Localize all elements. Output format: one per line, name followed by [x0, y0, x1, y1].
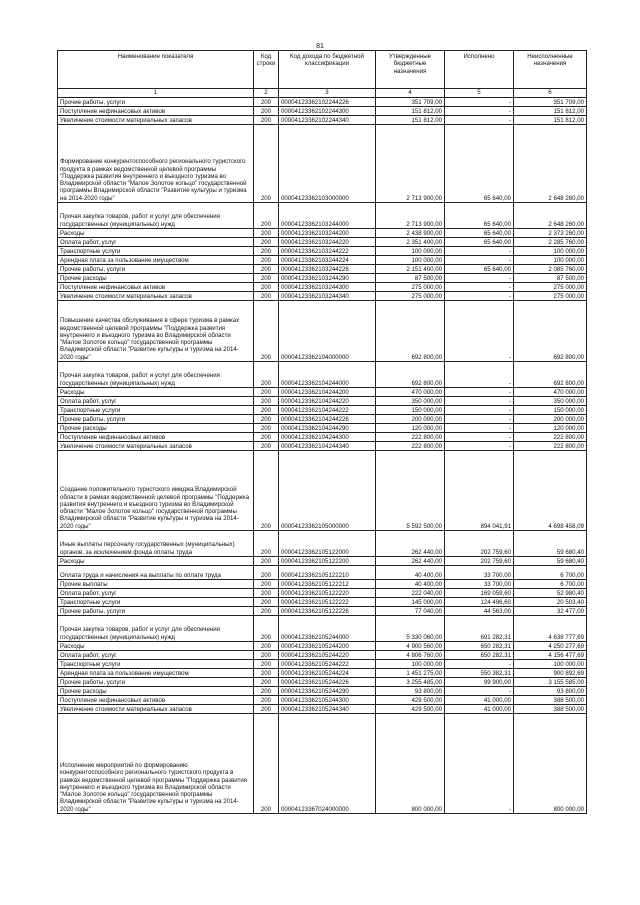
row-unexecuted: 4 156 477,69	[514, 651, 587, 660]
row-unexecuted: 150 000,00	[514, 406, 587, 415]
row-kbk: 00004123362104000000	[279, 301, 376, 362]
row-kbk: 00004123362105122220	[279, 589, 376, 598]
row-name: Расходы	[58, 557, 254, 566]
table-row	[58, 125, 587, 203]
row-code: 200	[254, 397, 279, 406]
table-row	[58, 589, 587, 598]
row-unexecuted: 2 648 260,00	[514, 203, 587, 229]
table-row	[58, 651, 587, 660]
row-approved: 470 000,00	[376, 388, 445, 397]
row-code: 200	[254, 589, 279, 598]
row-unexecuted: 200 000,00	[514, 415, 587, 424]
row-code: 200	[254, 301, 279, 362]
column-index: 2	[254, 89, 279, 98]
header-unexecuted: Неисполненные назначения	[514, 51, 587, 89]
table-row	[58, 607, 587, 616]
row-code: 200	[254, 651, 279, 660]
row-code: 200	[254, 203, 279, 229]
row-code: 200	[254, 705, 279, 714]
table-row	[58, 451, 587, 531]
header-code: Код строки	[254, 51, 279, 89]
row-approved: 2 151 400,00	[376, 265, 445, 274]
row-name: Расходы	[58, 388, 254, 397]
row-code: 200	[254, 265, 279, 274]
row-executed: -	[445, 283, 514, 292]
column-index: 1	[58, 89, 254, 98]
table-row	[58, 256, 587, 265]
row-approved: 120 000,00	[376, 424, 445, 433]
row-code: 200	[254, 283, 279, 292]
row-executed: 44 563,00	[445, 607, 514, 616]
row-unexecuted: 59 680,40	[514, 531, 587, 557]
table-row	[58, 616, 587, 642]
row-approved: 77 040,00	[376, 607, 445, 616]
row-approved: 5 330 060,00	[376, 616, 445, 642]
row-approved: 275 000,00	[376, 292, 445, 301]
row-kbk: 00004123362104244226	[279, 415, 376, 424]
row-name: Транспортные услуги	[58, 247, 254, 256]
table-row	[58, 229, 587, 238]
row-unexecuted: 32 477,00	[514, 607, 587, 616]
row-code: 200	[254, 442, 279, 451]
page-number: 81	[316, 43, 324, 50]
table-row	[58, 433, 587, 442]
table-row	[58, 265, 587, 274]
row-name: Арендная плата за пользование имуществом	[58, 256, 254, 265]
row-kbk: 00004123362103244200	[279, 229, 376, 238]
row-kbk: 00004123362103244290	[279, 274, 376, 283]
column-index: 4	[376, 89, 445, 98]
row-kbk: 00004123362103244000	[279, 203, 376, 229]
row-name: Оплата работ, услуг	[58, 397, 254, 406]
row-name: Поступление нефинансовых активов	[58, 696, 254, 705]
row-kbk: 00004123362105122226	[279, 607, 376, 616]
row-executed: -	[445, 107, 514, 116]
row-unexecuted: 692 800,00	[514, 301, 587, 362]
table-row	[58, 107, 587, 116]
row-name: Расходы	[58, 642, 254, 651]
table-row	[58, 566, 587, 580]
row-unexecuted: 3 155 585,00	[514, 678, 587, 687]
row-kbk: 00004123362105244300	[279, 696, 376, 705]
row-executed: 202 759,60	[445, 557, 514, 566]
row-code: 200	[254, 669, 279, 678]
row-code: 200	[254, 247, 279, 256]
table-row	[58, 442, 587, 451]
row-unexecuted: 900 892,69	[514, 669, 587, 678]
row-name: Прочие работы, услуги	[58, 98, 254, 107]
row-approved: 93 800,00	[376, 687, 445, 696]
row-executed: -	[445, 292, 514, 301]
row-unexecuted: 692 800,00	[514, 362, 587, 388]
row-code: 200	[254, 557, 279, 566]
row-approved: 2 438 900,00	[376, 229, 445, 238]
table-row	[58, 406, 587, 415]
row-kbk: 00004123362105122222	[279, 598, 376, 607]
row-code: 200	[254, 714, 279, 814]
table-row	[58, 292, 587, 301]
table-header	[58, 51, 587, 89]
row-kbk: 00004123362104244200	[279, 388, 376, 397]
row-code: 200	[254, 580, 279, 589]
row-unexecuted: 388 500,00	[514, 696, 587, 705]
row-approved: 351 709,00	[376, 98, 445, 107]
row-approved: 2 713 900,00	[376, 125, 445, 203]
row-unexecuted: 100 000,00	[514, 660, 587, 669]
row-kbk: 00004123362104244222	[279, 406, 376, 415]
row-name: Увеличение стоимости материальных запасов	[58, 116, 254, 125]
row-approved: 1 451 275,00	[376, 669, 445, 678]
row-approved: 429 500,00	[376, 696, 445, 705]
row-code: 200	[254, 678, 279, 687]
table-row	[58, 362, 587, 388]
row-name: Иные выплаты персоналу государственных (муниципальных) органов, за исключением фонда оплаты труда	[58, 531, 254, 557]
row-executed: 691 282,31	[445, 616, 514, 642]
row-name: Прочие расходы	[58, 274, 254, 283]
row-name: Поступление нефинансовых активов	[58, 433, 254, 442]
column-index-row	[58, 89, 587, 98]
row-code: 200	[254, 415, 279, 424]
row-kbk: 00004123362103000000	[279, 125, 376, 203]
column-index: 6	[514, 89, 587, 98]
table-row	[58, 424, 587, 433]
row-executed: -	[445, 116, 514, 125]
row-code: 200	[254, 451, 279, 531]
row-kbk: 00004123362105000000	[279, 451, 376, 531]
row-code: 200	[254, 107, 279, 116]
row-code: 200	[254, 598, 279, 607]
row-kbk: 00004123362104244300	[279, 433, 376, 442]
row-code: 200	[254, 696, 279, 705]
row-approved: 800 000,00	[376, 714, 445, 814]
row-unexecuted: 4 698 458,09	[514, 451, 587, 531]
row-name: Арендная плата за пользование имуществом	[58, 669, 254, 678]
row-code: 200	[254, 660, 279, 669]
table-row	[58, 598, 587, 607]
row-kbk: 00004123362105244222	[279, 660, 376, 669]
row-executed: -	[445, 388, 514, 397]
row-approved: 4 900 560,00	[376, 642, 445, 651]
row-code: 200	[254, 424, 279, 433]
row-executed: -	[445, 687, 514, 696]
row-name: Оплата работ, услуг	[58, 651, 254, 660]
row-name: Увеличение стоимости материальных запасов	[58, 705, 254, 714]
row-approved: 150 000,00	[376, 406, 445, 415]
row-unexecuted: 6 700,00	[514, 566, 587, 580]
row-approved: 222 040,00	[376, 589, 445, 598]
table-row	[58, 397, 587, 406]
row-executed: -	[445, 660, 514, 669]
row-code: 200	[254, 274, 279, 283]
row-kbk: 00004123367024000000	[279, 714, 376, 814]
row-executed: -	[445, 433, 514, 442]
row-approved: 40 400,00	[376, 566, 445, 580]
row-code: 200	[254, 566, 279, 580]
row-code: 200	[254, 531, 279, 557]
row-kbk: 00004123362103244340	[279, 292, 376, 301]
row-executed: -	[445, 256, 514, 265]
row-name: Прочие работы, услуги	[58, 265, 254, 274]
row-kbk: 00004123362105244200	[279, 642, 376, 651]
row-executed: -	[445, 362, 514, 388]
row-unexecuted: 470 000,00	[514, 388, 587, 397]
row-approved: 2 351 400,00	[376, 238, 445, 247]
row-code: 200	[254, 433, 279, 442]
row-name: Поступление нефинансовых активов	[58, 107, 254, 116]
row-unexecuted: 20 503,40	[514, 598, 587, 607]
row-code: 200	[254, 607, 279, 616]
row-executed: 41 000,00	[445, 696, 514, 705]
row-code: 200	[254, 125, 279, 203]
row-unexecuted: 6 700,00	[514, 580, 587, 589]
row-approved: 100 000,00	[376, 247, 445, 256]
row-approved: 262 440,00	[376, 557, 445, 566]
table-row	[58, 203, 587, 229]
row-name: Поступление нефинансовых активов	[58, 283, 254, 292]
table-row	[58, 669, 587, 678]
row-code: 200	[254, 98, 279, 107]
row-approved: 222 800,00	[376, 433, 445, 442]
table-row	[58, 283, 587, 292]
table-row	[58, 557, 587, 566]
row-kbk: 00004123362103244226	[279, 265, 376, 274]
row-kbk: 00004123362105244226	[279, 678, 376, 687]
row-approved: 151 812,00	[376, 116, 445, 125]
table-row	[58, 660, 587, 669]
table-row	[58, 642, 587, 651]
row-name: Транспортные услуги	[58, 598, 254, 607]
row-executed: 65 640,00	[445, 229, 514, 238]
row-kbk: 00004123362103244300	[279, 283, 376, 292]
row-unexecuted: 100 000,00	[514, 247, 587, 256]
row-unexecuted: 52 980,40	[514, 589, 587, 598]
budget-execution-table	[57, 50, 587, 814]
table-row	[58, 301, 587, 362]
row-kbk: 00004123362105122212	[279, 580, 376, 589]
row-kbk: 00004123362103244222	[279, 247, 376, 256]
row-unexecuted: 87 500,00	[514, 274, 587, 283]
row-code: 200	[254, 292, 279, 301]
row-name: Расходы	[58, 229, 254, 238]
row-executed: 202 759,60	[445, 531, 514, 557]
row-kbk: 00004123362105122000	[279, 531, 376, 557]
row-unexecuted: 4 250 277,69	[514, 642, 587, 651]
table-row	[58, 116, 587, 125]
row-name: Формирование конкурентоспособного регионального туристского продукта в рамках ведомственной целевой программы "Поддержка развития внутреннего и въездного туризма во Владимирской области "Малое Золотое кольцо" государственной программы Владимирской области "Развитие культуры и туризма на 2014-2020 годы"	[58, 125, 254, 203]
row-approved: 262 440,00	[376, 531, 445, 557]
row-approved: 429 500,00	[376, 705, 445, 714]
row-name: Прочие работы, услуги	[58, 678, 254, 687]
row-code: 200	[254, 388, 279, 397]
row-unexecuted: 800 000,00	[514, 714, 587, 814]
row-name: Прочая закупка товаров, работ и услуг для обеспечения государственных (муниципальных) нужд	[58, 203, 254, 229]
row-executed: -	[445, 714, 514, 814]
row-name: Оплата труда и начисления на выплаты по оплате труда	[58, 566, 254, 580]
row-code: 200	[254, 256, 279, 265]
row-approved: 87 500,00	[376, 274, 445, 283]
row-kbk: 00004123362105244000	[279, 616, 376, 642]
header-approved: Утвержденные бюджетные назначения	[376, 51, 445, 89]
table-row	[58, 531, 587, 557]
row-approved: 100 000,00	[376, 660, 445, 669]
row-approved: 692 800,00	[376, 301, 445, 362]
table-row	[58, 238, 587, 247]
row-kbk: 00004123362103244220	[279, 238, 376, 247]
row-approved: 222 800,00	[376, 442, 445, 451]
header-executed: Исполнено	[445, 51, 514, 89]
row-code: 200	[254, 238, 279, 247]
table-body	[58, 98, 587, 814]
row-kbk: 00004123362105122200	[279, 557, 376, 566]
row-executed: -	[445, 301, 514, 362]
row-approved: 200 000,00	[376, 415, 445, 424]
row-name: Прочая закупка товаров, работ и услуг для обеспечения государственных (муниципальных) нужд	[58, 362, 254, 388]
table-row	[58, 687, 587, 696]
row-approved: 40 400,00	[376, 580, 445, 589]
table-row	[58, 247, 587, 256]
row-name: Прочие работы, услуги	[58, 607, 254, 616]
row-name: Увеличение стоимости материальных запасов	[58, 292, 254, 301]
row-executed: -	[445, 424, 514, 433]
row-executed: 169 059,60	[445, 589, 514, 598]
row-name: Прочая закупка товаров, работ и услуг для обеспечения государственных (муниципальных) нужд	[58, 616, 254, 642]
row-unexecuted: 2 373 260,00	[514, 229, 587, 238]
row-name: Увеличение стоимости материальных запасов	[58, 442, 254, 451]
table-row	[58, 705, 587, 714]
row-approved: 692 800,00	[376, 362, 445, 388]
row-name: Оплата работ, услуг	[58, 589, 254, 598]
table-row	[58, 580, 587, 589]
header-name: Наименование показателя	[58, 51, 254, 89]
row-executed: 550 382,31	[445, 669, 514, 678]
row-name: Транспортные услуги	[58, 660, 254, 669]
row-name: Создание положительного туристского имиджа Владимирской области в рамках ведомственной целевой программы "Поддержка развития внутреннего и въездного туризма во Владимирской области "Малое Золотое кольцо" государственной программы Владимирской области "Развитие культуры и туризма на 2014-2020 годы"	[58, 451, 254, 531]
row-code: 200	[254, 116, 279, 125]
row-approved: 5 592 500,00	[376, 451, 445, 531]
column-index: 5	[445, 89, 514, 98]
row-unexecuted: 350 000,00	[514, 397, 587, 406]
row-executed: -	[445, 247, 514, 256]
row-name: Исполнение мероприятий по формированию конкурентоспособного регионального туристского продукта в рамках ведомственной целевой программы "Поддержка развития внутреннего и въездного туризма во Владимирской области "Малое Золотое кольцо" государственной программы Владимирской области "Развитие культуры и туризма на 2014-2020 годы"	[58, 714, 254, 814]
table-row	[58, 388, 587, 397]
column-index: 3	[279, 89, 376, 98]
row-executed: -	[445, 415, 514, 424]
row-executed: -	[445, 397, 514, 406]
table-row	[58, 714, 587, 814]
row-executed: 99 900,00	[445, 678, 514, 687]
row-executed: -	[445, 406, 514, 415]
row-executed: 650 282,31	[445, 651, 514, 660]
row-executed: 65 640,00	[445, 203, 514, 229]
row-executed: 65 640,00	[445, 125, 514, 203]
row-kbk: 00004123362105244220	[279, 651, 376, 660]
row-unexecuted: 222 800,00	[514, 442, 587, 451]
row-kbk: 00004123362105244290	[279, 687, 376, 696]
table-row	[58, 696, 587, 705]
row-unexecuted: 2 085 760,00	[514, 265, 587, 274]
table-row	[58, 98, 587, 107]
row-kbk: 00004123362104244220	[279, 397, 376, 406]
row-code: 200	[254, 687, 279, 696]
row-approved: 145 000,00	[376, 598, 445, 607]
table-row	[58, 415, 587, 424]
row-unexecuted: 151 812,00	[514, 107, 587, 116]
row-kbk: 00004123362104244340	[279, 442, 376, 451]
row-executed: 65 640,00	[445, 265, 514, 274]
row-unexecuted: 93 800,00	[514, 687, 587, 696]
row-name: Прочие расходы	[58, 424, 254, 433]
row-unexecuted: 120 000,00	[514, 424, 587, 433]
row-approved: 350 000,00	[376, 397, 445, 406]
row-approved: 275 000,00	[376, 283, 445, 292]
row-approved: 100 000,00	[376, 256, 445, 265]
row-unexecuted: 222 800,00	[514, 433, 587, 442]
row-unexecuted: 2 648 260,00	[514, 125, 587, 203]
row-name: Прочие расходы	[58, 687, 254, 696]
row-kbk: 00004123362104244000	[279, 362, 376, 388]
row-code: 200	[254, 229, 279, 238]
row-executed: -	[445, 442, 514, 451]
row-name: Прочие выплаты	[58, 580, 254, 589]
row-kbk: 00004123362104244290	[279, 424, 376, 433]
row-executed: 124 496,60	[445, 598, 514, 607]
row-unexecuted: 351 709,00	[514, 98, 587, 107]
row-approved: 2 713 900,00	[376, 203, 445, 229]
row-executed: 65 640,00	[445, 238, 514, 247]
row-kbk: 00004123362102244340	[279, 116, 376, 125]
row-kbk: 00004123362105244224	[279, 669, 376, 678]
row-unexecuted: 100 000,00	[514, 256, 587, 265]
row-code: 200	[254, 406, 279, 415]
table-row	[58, 274, 587, 283]
row-kbk: 00004123362103244224	[279, 256, 376, 265]
row-approved: 151 812,00	[376, 107, 445, 116]
row-kbk: 00004123362102244300	[279, 107, 376, 116]
row-name: Прочие работы, услуги	[58, 415, 254, 424]
row-name: Повышение качества обслуживания в сфере туризма в рамках ведомственной целевой программы "Поддержка развития внутреннего и въездного туризма во Владимирской области "Малое Золотое кольцо" государственной программы Владимирской области "Развитие культуры и туризма на 2014-2020 годы"	[58, 301, 254, 362]
row-unexecuted: 151 812,00	[514, 116, 587, 125]
row-executed: 894 041,91	[445, 451, 514, 531]
row-kbk: 00004123362105244340	[279, 705, 376, 714]
row-unexecuted: 275 000,00	[514, 292, 587, 301]
row-executed: 650 282,31	[445, 642, 514, 651]
row-unexecuted: 4 638 777,69	[514, 616, 587, 642]
row-name: Оплата работ, услуг	[58, 238, 254, 247]
row-kbk: 00004123362102244226	[279, 98, 376, 107]
row-approved: 4 806 760,00	[376, 651, 445, 660]
table-row	[58, 678, 587, 687]
row-executed: 33 700,00	[445, 566, 514, 580]
row-unexecuted: 275 000,00	[514, 283, 587, 292]
row-code: 200	[254, 362, 279, 388]
row-code: 200	[254, 642, 279, 651]
row-executed: 33 700,00	[445, 580, 514, 589]
row-executed: -	[445, 274, 514, 283]
row-approved: 3 255 485,00	[376, 678, 445, 687]
row-kbk: 00004123362105122210	[279, 566, 376, 580]
row-executed: -	[445, 98, 514, 107]
row-unexecuted: 59 680,40	[514, 557, 587, 566]
row-unexecuted: 2 285 760,00	[514, 238, 587, 247]
row-code: 200	[254, 616, 279, 642]
row-executed: 41 000,00	[445, 705, 514, 714]
row-unexecuted: 388 500,00	[514, 705, 587, 714]
row-name: Транспортные услуги	[58, 406, 254, 415]
header-kbk: Код дохода по бюджетной классификации	[279, 51, 376, 89]
